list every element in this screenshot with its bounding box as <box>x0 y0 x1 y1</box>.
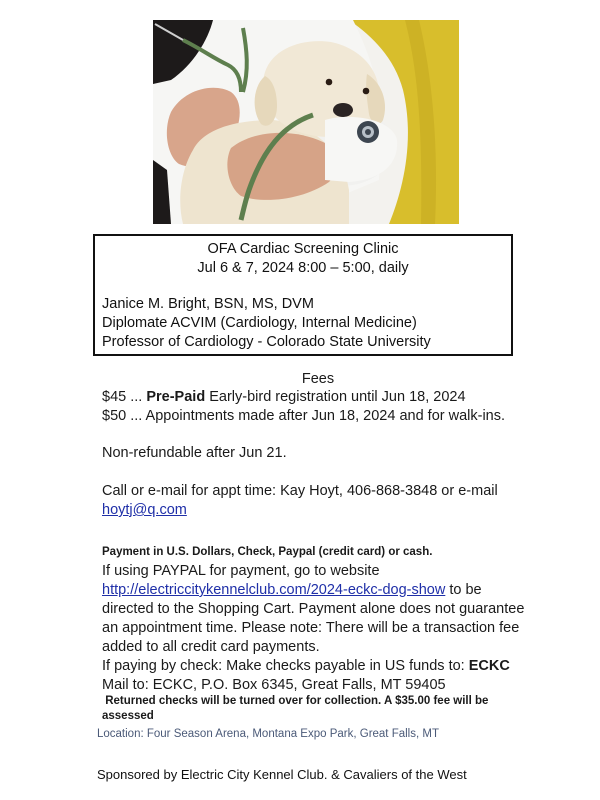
paypal-line3: directed to the Shopping Cart. Payment alone does not guarantee <box>102 601 525 617</box>
fee-early-rest: Early-bird registration until Jun 18, 2024 <box>205 389 466 405</box>
clinic-title: OFA Cardiac Screening Clinic <box>207 241 399 257</box>
doctor-position: Professor of Cardiology - Colorado State University <box>102 334 431 350</box>
fee-late: $50 ... Appointments made after Jun 18, 2024 and for walk-ins. <box>102 408 506 424</box>
paypal-intro: If using PAYPAL for payment, go to website <box>102 563 380 579</box>
fee-early-price: $45 ... <box>102 389 147 405</box>
clinic-dates: Jul 6 & 7, 2024 8:00 – 5:00, daily <box>197 260 409 276</box>
vet-puppy-illustration <box>153 20 459 224</box>
contact-line: Call or e-mail for appt time: Kay Hoyt, 406-868-3848 or e-mail <box>102 483 498 499</box>
paypal-line4: an appointment time. Please note: There will be a transaction fee <box>102 620 520 636</box>
paypal-line5: added to all credit card payments. <box>102 639 320 655</box>
fee-early-bold: Pre-Paid <box>146 389 206 405</box>
payment-methods: Payment in U.S. Dollars, Check, Paypal (credit card) or cash. <box>102 546 433 558</box>
fee-early-bird <box>102 388 466 406</box>
doctor-credential: Diplomate ACVIM (Cardiology, Internal Medicine) <box>102 315 417 331</box>
check-payee: ECKC <box>468 658 510 674</box>
returned-checks-line2: assessed <box>102 710 154 722</box>
contact-email-link[interactable]: hoytj@q.com <box>102 502 187 518</box>
doctor-name: Janice M. Bright, BSN, MS, DVM <box>102 296 314 312</box>
check-line <box>102 657 510 675</box>
mail-to: Mail to: ECKC, P.O. Box 6345, Great Falls, MT 59405 <box>102 677 446 693</box>
paypal-url-suffix: to be <box>445 582 482 598</box>
returned-checks-line1: Returned checks will be turned over for collection. A $35.00 fee will be <box>102 695 489 707</box>
sponsor-line: Sponsored by Electric City Kennel Club. & Cavaliers of the West <box>97 767 467 782</box>
clinic-info-box <box>93 234 513 356</box>
fees-heading: Fees <box>301 371 335 387</box>
paypal-url-line <box>102 581 482 599</box>
hero-photo <box>153 20 459 224</box>
paypal-url-link[interactable]: http://electriccitykennelclub.com/2024-eckc-dog-show <box>102 582 446 598</box>
location: Location: Four Season Arena, Montana Expo Park, Great Falls, MT <box>97 728 439 740</box>
refund-note: Non-refundable after Jun 21. <box>102 445 287 461</box>
check-line-text: If paying by check: Make checks payable in US funds to: <box>102 658 469 674</box>
